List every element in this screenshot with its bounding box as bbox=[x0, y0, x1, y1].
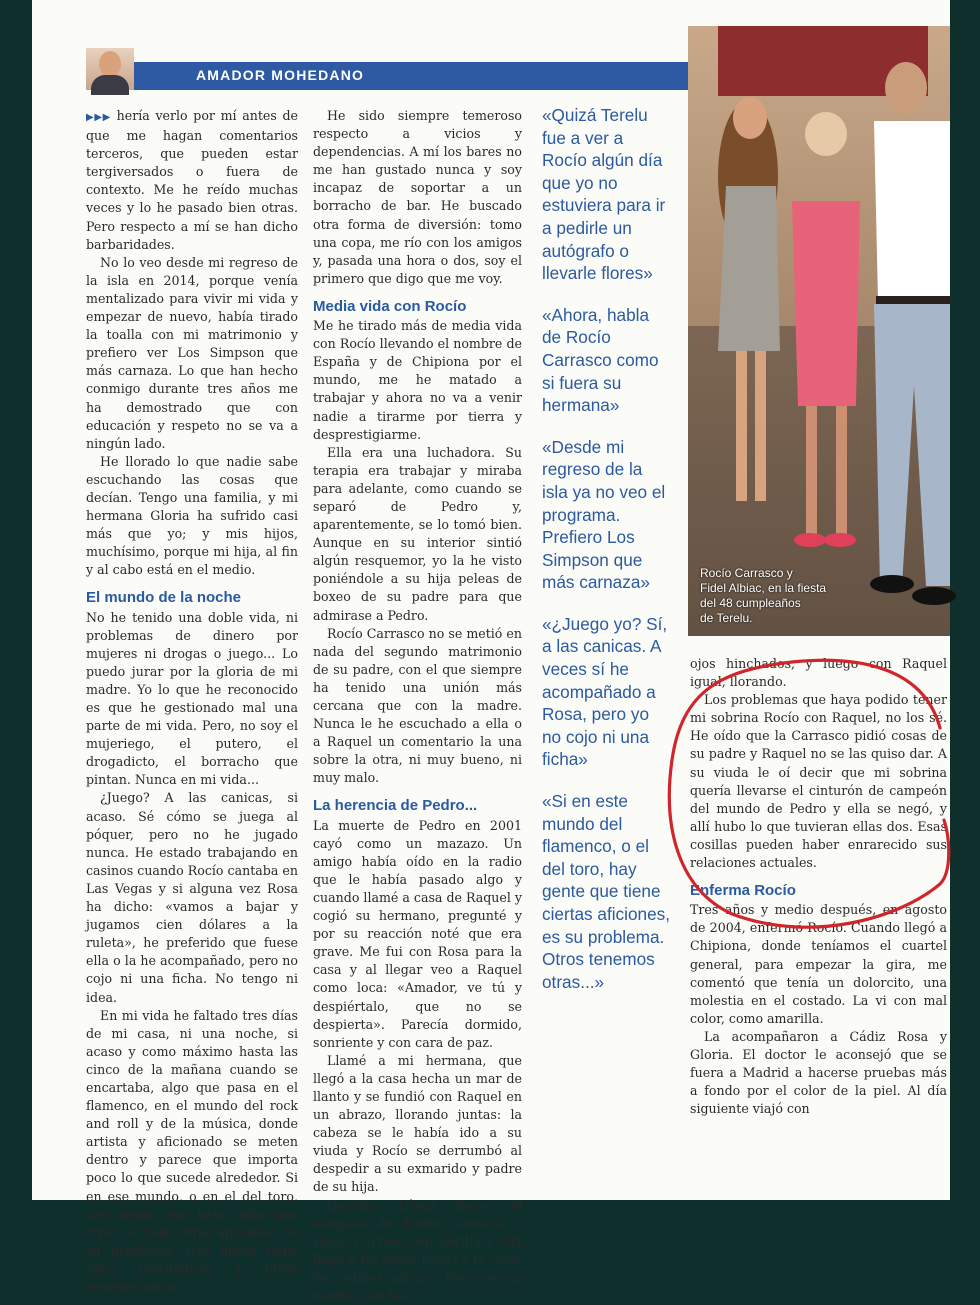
paragraph: Tres años y medio después, en agosto de 2004, enfermó Rocío. Cuando llegó a Chipiona, donde teníamos el cuartel general, para empezar la gira, me comentó que tenía un dolorcito, una molestia en el costado. La vi con mal color, como amarilla. bbox=[690, 902, 947, 1026]
paragraph: No lo veo desde mi regreso de la isla en 2014, porque venía mentalizado para vivir mi vida y empezar de nuevo, había tirado la toalla con mi matrimonio y prefiero ver Los Simpson que más carnaza. Lo que han hecho conmigo durante tres años me ha demostrado que con educación y respeto no se va a ningún lado. bbox=[86, 254, 298, 451]
pull-quote: «Si en este mundo del flamenco, o el del toro, hay gente que tiene ciertas aficiones, es su problema. Otros tenemos otras...» bbox=[542, 791, 671, 992]
column-1 bbox=[86, 107, 298, 1296]
section-header bbox=[86, 48, 688, 88]
pull-quotes bbox=[542, 104, 672, 1012]
paragraph: Rocío Carrasco no se metió en nada del segundo matrimonio de su padre, con el que siempre ha tenido una unión más cercana que con la madre. Nunca le he escuchado a ella o a Raquel un comentario la una sobre la otra, ni muy bueno, ni muy malo. bbox=[313, 625, 522, 786]
photo-caption: Rocío Carrasco y Fidel Albiac, en la fiesta del 48 cumpleaños de Terelu. bbox=[700, 566, 827, 625]
continuation-arrows-icon: ▶▶▶ bbox=[86, 112, 112, 123]
subheading: El mundo de la noche bbox=[86, 589, 242, 607]
paragraph: Los problemas que haya podido tener mi sobrina Rocío con Raquel, no los sé. He oído que la Carrasco pidió cosas de su padre y Raquel no se las quiso dar. A su viuda le oí decir que mi sobrina quería llevarse el cinturón de campeón del mundo de Pedro y ella se negó, y allí hubo lo que tuvieran ellas dos. Esas cosillas pueden haber enrarecido sus relaciones actuales. bbox=[690, 692, 947, 871]
subheading: Enferma Rocío bbox=[690, 882, 796, 900]
pull-quote: «Quizá Terelu fue a ver a Rocío algún día que yo no estuviera para ir a pedirle un autógrafo o llevarle flores» bbox=[542, 105, 666, 284]
paragraph: hería verlo por mí antes de que me hagan comentarios terceros, que pueden estar tergiversados o fuera de contexto. Me he reído muchas veces y lo he pasado bien otras. Pero respecto a mí se han dicho barbaridades. bbox=[86, 108, 298, 252]
paragraph: La muerte de Pedro en 2001 cayó como un mazazo. Un amigo había oído en la radio que le había pasado algo y cuando llamé a casa de Raquel y cogió su hermano, pregunté y por su reacción noté que era grave. Me fui con Rosa para la casa y al llegar veo a Raquel como loca: «Amador, ve tú y despiértalo, que no se despierta». Parecía dormido, sonriente y con cara de paz. bbox=[313, 817, 523, 1050]
subheading: Media vida con Rocío bbox=[313, 297, 467, 315]
column-2 bbox=[313, 107, 522, 1305]
event-photo bbox=[688, 26, 950, 636]
paragraph: Doroteo López Royo, el abogado de Pedro, localizó a Rocío Carrasco en Sevilla y ella llegó a las cinco horas a la casa. Su primer abrazo fue con su madre, con los bbox=[313, 1197, 522, 1303]
paragraph: He llorado lo que nadie sabe escuchando las cosas que decían. Tengo una familia, y mi hermana Gloria ha sufrido casi más que yo; y mis hijos, muchísimo, porque mi hija, al fin y al cabo está en el medio. bbox=[86, 453, 298, 578]
header-title: AMADOR MOHEDANO bbox=[196, 67, 365, 83]
event-photo-image bbox=[688, 26, 950, 636]
paragraph: No he tenido una doble vida, ni problemas de dinero por mujeres ni drogas o juego... Lo puedo jurar por la gloria de mi madre. Yo lo que he reconocido es que he gestionado mal una parte de mi vida. Pero, no soy el mujeriego, el putero, el drogadicto, el borracho que pintan. Nunca en mi vida... bbox=[86, 609, 298, 788]
column-4 bbox=[690, 655, 947, 1118]
paragraph: ¿Juego? A las canicas, si acaso. Sé cómo se juega al póquer, pero no he jugado nunca. He estado trabajando en casinos cuando Rocío cantaba en Las Vegas y si alguna vez Rosa ha dicho: «vamos a bajar y jugamos cien dólares a la ruleta», he preferido que fuese ella o la he acompañado, pero no cojo ni una ficha. No tengo ni idea. bbox=[86, 790, 298, 1005]
paragraph: La acompañaron a Cádiz Rosa y Gloria. El doctor le aconsejó que se fuera a Madrid a hacerse pruebas más a fondo por el color de la piel. Al día siguiente viajó con bbox=[690, 1028, 947, 1117]
header-bar bbox=[116, 62, 688, 90]
paragraph: En mi vida he faltado tres días de mi casa, ni una noche, si acaso y como máximo hasta las cinco de la mañana cuando se encartaba, algo que pasa en el flamenco, en el mundo del rock and roll y de la música, donde artista y aficionado se meten dentro y parece que importa poco lo que sucede alrededor. Si en ese mundo, o en el del toro, hay gente que bebe más que otros, o tiene otras aficiones, es su problema. Hay quien tiene unas costumbres y otros tenemos otras. bbox=[86, 1007, 298, 1294]
paragraph: Ella era una luchadora. Su terapia era trabajar y miraba para adelante, como cuando se separó de Pedro y, aparentemente, se lo tomó bien. Aunque en su interior sintió algún resquemor, yo la he visto poniéndole a su hija peleas de boxeo de su padre para que admirase a Pedro. bbox=[313, 444, 522, 623]
magazine-page bbox=[32, 0, 950, 1303]
paragraph: ojos hinchados, y luego con Raquel igual, llorando. bbox=[690, 656, 947, 690]
paragraph: Llamé a mi hermana, que llegó a la casa hecha un mar de llanto y se fundió con Raquel en un abrazo, llorando juntas: la cabeza se le había ido a su viuda y Rocío se derrumbó al despedir a su exmarido y padre de su hija. bbox=[313, 1052, 522, 1195]
author-photo bbox=[86, 48, 134, 90]
paragraph: He sido siempre temeroso respecto a vicios y dependencias. A mí los bares no me han gustado nunca y soy incapaz de soportar a un borracho de bar. He buscado otra forma de diversión: tomo una copa, me río con los amigos y, pasada una hora o dos, soy el primero que digo que me voy. bbox=[313, 108, 522, 286]
pull-quote: «¿Juego yo? Sí, a las canicas. A veces sí he acompañado a Rosa, pero yo no cojo ni una ficha» bbox=[542, 613, 668, 770]
paragraph: Me he tirado más de media vida con Rocío llevando el nombre de España y de Chipiona por el mundo, me he matado a trabajar y ahora no va a venir nadie a tirarme por tierra y desprestigiarme. bbox=[313, 318, 522, 442]
pull-quote: «Desde mi regreso de la isla ya no veo el programa. Prefiero Los Simpson que más carnaza» bbox=[542, 436, 666, 593]
subheading: La herencia de Pedro... bbox=[313, 797, 478, 815]
pull-quote: «Ahora, habla de Rocío Carrasco como si fuera su hermana» bbox=[542, 304, 659, 416]
